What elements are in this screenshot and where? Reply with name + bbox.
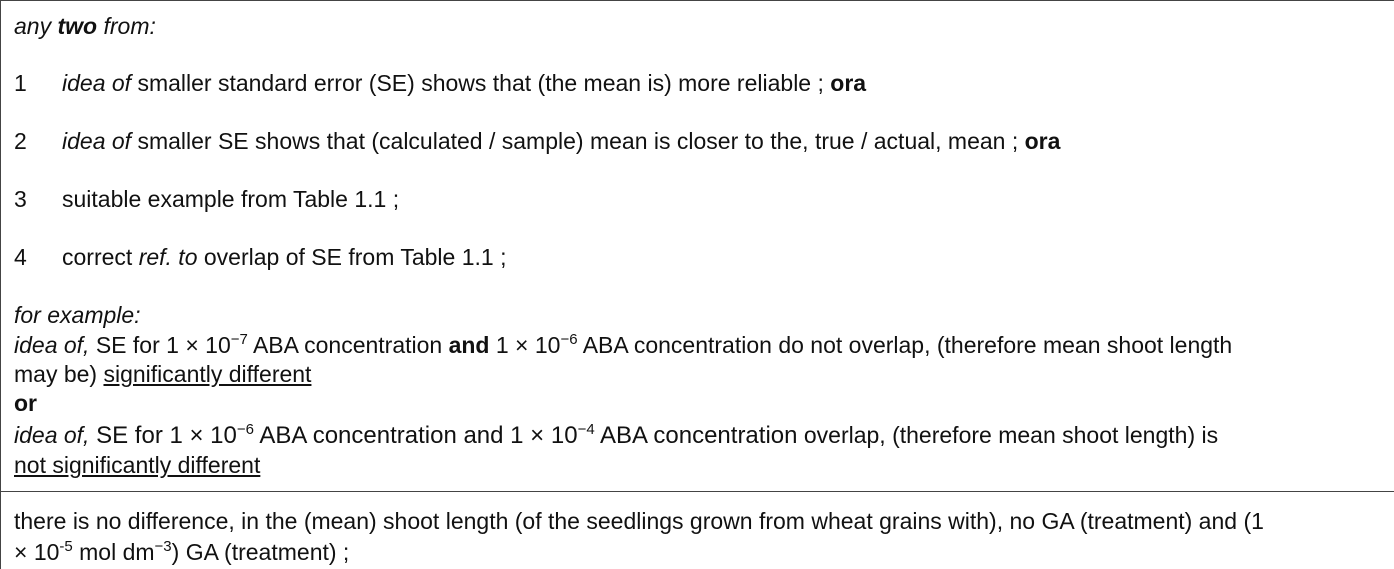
example-text: ABA concentration and 1 × 10 — [253, 422, 578, 449]
exponent: −6 — [560, 331, 578, 348]
point-text: suitable example from Table 1.1 ; — [62, 186, 400, 212]
example-text: SE for 1 × 10 — [89, 422, 237, 449]
point-number: 2 — [14, 128, 27, 154]
answer-line-2 — [14, 538, 349, 566]
example-text: ABA concentration — [594, 422, 798, 449]
point-suffix: ; — [1005, 128, 1025, 154]
exponent: −4 — [577, 421, 595, 438]
example-heading: for example: — [14, 302, 141, 328]
point-text: smaller standard error (SE) shows that (the mean is) more reliable — [131, 70, 812, 96]
row-divider — [0, 491, 1394, 492]
point-text: smaller SE shows that (calculated / sample) mean is closer to the, true / actual, mean — [131, 128, 1006, 154]
answer-text: ) GA (treatment) ; — [171, 539, 350, 565]
underlined-conclusion: not significantly different — [14, 452, 261, 478]
example-italic: idea of, — [14, 332, 90, 358]
exponent: −6 — [236, 421, 254, 438]
answer-text: mol dm — [72, 539, 155, 565]
point-italic: idea of — [62, 70, 132, 96]
intro-pre: any — [14, 13, 58, 39]
point-italic: idea of — [62, 128, 132, 154]
or-label: or — [14, 390, 37, 416]
point-ora: ora — [830, 70, 867, 96]
point-italic: ref. to — [138, 244, 198, 270]
intro-post: from: — [97, 13, 156, 39]
point-suffix: ; — [811, 70, 831, 96]
exponent: −7 — [230, 331, 248, 348]
point-number: 1 — [14, 70, 27, 96]
example-text: overlap, (therefore mean shoot length) is — [797, 422, 1219, 448]
point-number: 3 — [14, 186, 27, 212]
example-text: ABA concentration — [247, 332, 449, 358]
example-text: SE for 1 × 10 — [89, 332, 231, 358]
answer-line-1: there is no difference, in the (mean) shoot length (of the seedlings grown from wheat grains with), no GA (treatment) and (1 — [14, 508, 1264, 534]
example-text: may be) — [14, 361, 104, 387]
point-number: 4 — [14, 244, 27, 270]
example-1-line-2 — [14, 360, 311, 388]
point-text: overlap of SE from Table 1.1 ; — [197, 244, 507, 270]
example-1-line-1 — [14, 331, 1232, 359]
example-2-line-1 — [14, 421, 1218, 450]
example-text: 1 × 10 — [489, 332, 561, 358]
example-bold-and: and — [448, 332, 490, 358]
example-text: ABA concentration do not overlap, (therefore mean shoot length — [577, 332, 1233, 358]
intro-line — [14, 12, 156, 40]
exponent: −3 — [154, 538, 172, 555]
example-italic: idea of, — [14, 422, 90, 448]
point-ora: ora — [1024, 128, 1061, 154]
underlined-conclusion: significantly different — [103, 361, 312, 387]
exponent: -5 — [59, 538, 73, 555]
answer-text: × 10 — [14, 539, 60, 565]
intro-bold: two — [57, 13, 98, 39]
point-pre: correct — [62, 244, 139, 270]
